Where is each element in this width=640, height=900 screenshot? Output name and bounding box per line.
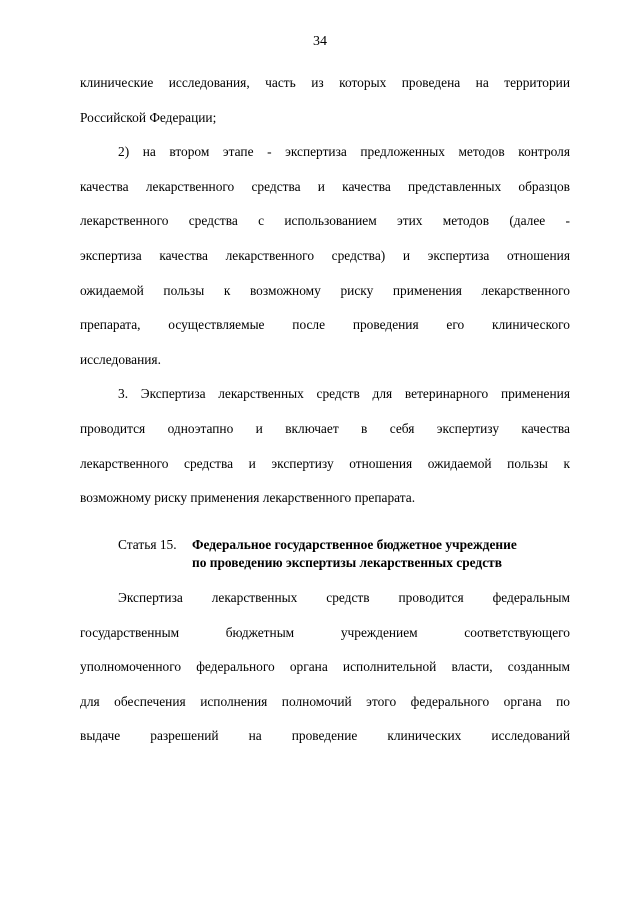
section-1-text: [80, 66, 570, 516]
text-line: клинические исследования, часть из которых проведена на территории: [80, 75, 570, 90]
text-line: Российской Федерации;: [80, 109, 217, 125]
article-title-continued: по проведению экспертизы лекарственных средств: [192, 555, 502, 570]
article-heading-line-1: [118, 536, 578, 554]
text-line: выдаче разрешений на проведение клинических исследований: [80, 728, 570, 744]
text-line: для обеспечения исполнения полномочий этого федерального органа по: [80, 693, 570, 709]
text-line: 2) на втором этапе - экспертиза предложенных методов контроля: [118, 144, 570, 160]
text-line: проводится одноэтапно и включает в себя экспертизу качества: [80, 420, 570, 436]
text-line: экспертиза качества лекарственного средства) и экспертиза отношения: [80, 247, 570, 263]
page-number: 34: [313, 34, 327, 49]
text-line: лекарственного средства с использованием этих методов (далее -: [80, 213, 570, 229]
text-line: уполномоченного федерального органа исполнительной власти, созданным: [80, 659, 570, 675]
text-line: ожидаемой пользы к возможному риску применения лекарственного: [80, 282, 570, 298]
text-line: лекарственного средства и экспертизу отношения ожидаемой пользы к: [80, 455, 570, 471]
text-line: препарата, осуществляемые после проведения его клинического: [80, 317, 570, 333]
text-line: качества лекарственного средства и качества представленных образцов: [80, 178, 570, 194]
section-2-text: [80, 581, 570, 754]
text-line: 3. Экспертиза лекарственных средств для ветеринарного применения: [118, 386, 570, 402]
article-heading: [118, 536, 578, 572]
article-label: Статья 15.: [118, 537, 177, 552]
article-title: Федеральное государственное бюджетное учреждение: [192, 537, 517, 552]
text-line: Экспертиза лекарственных средств проводится федеральным: [118, 590, 570, 605]
text-line: исследования.: [80, 351, 161, 367]
text-line: государственным бюджетным учреждением соответствующего: [80, 624, 570, 640]
text-line: возможному риску применения лекарственного препарата.: [80, 490, 416, 506]
